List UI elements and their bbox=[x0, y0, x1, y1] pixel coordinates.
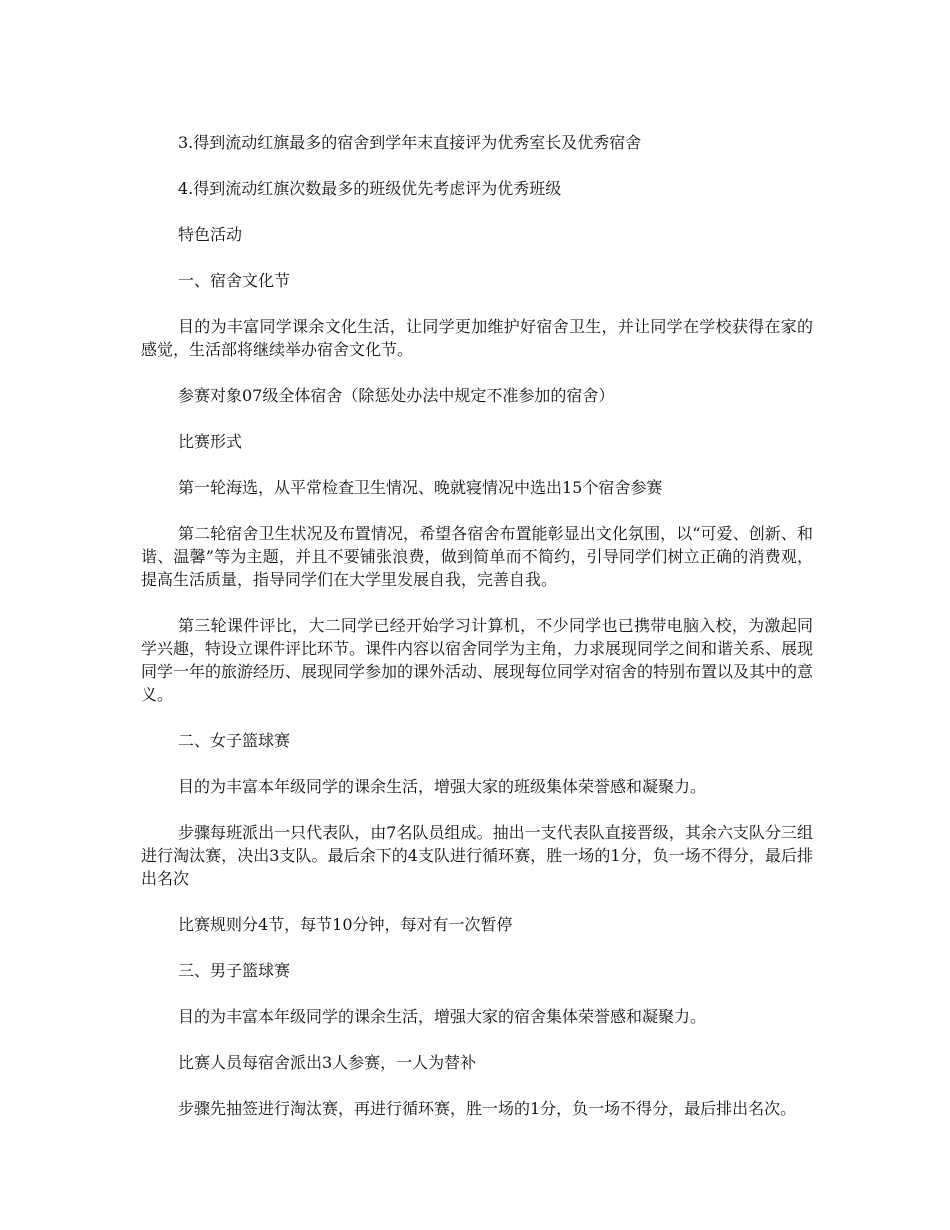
paragraph-mens-steps: 步骤先抽签进行淘汰赛，再进行循环赛，胜一场的1分，负一场不得分，最后排出名次。 bbox=[178, 1099, 797, 1118]
paragraph-womens-steps: 步骤每班派出一只代表队，由7名队员组成。抽出一支代表队直接晋级，其余六支队分三组进行淘汰赛，决出3支队。最后余下的4支队进行循环赛，胜一场的1分，负一场不得分，最后排出名次 bbox=[141, 823, 813, 888]
paragraph-rule-3: 3.得到流动红旗最多的宿舍到学年末直接评为优秀室长及优秀宿舍 bbox=[178, 133, 642, 152]
heading-mens-basketball: 三、男子篮球赛 bbox=[178, 961, 291, 980]
paragraph-womens-purpose: 目的为丰富本年级同学的课余生活，增强大家的班级集体荣誉感和凝聚力。 bbox=[178, 777, 707, 796]
paragraph-round-two: 第二轮宿舍卫生状况及布置情况，希望各宿舍布置能彰显出文化氛围，以“可爱、创新、和谐、温馨”等为主题，并且不要铺张浪费，做到简单而不简约，引导同学们树立正确的消费观，提高生活质量，指导同学们在大学里发展自我，完善自我。 bbox=[141, 524, 813, 589]
paragraph-round-three: 第三轮课件评比，大二同学已经开始学习计算机，不少同学也已携带电脑入校，为激起同学兴趣，特设立课件评比环节。课件内容以宿舍同学为主角，力求展现同学之间和谐关系、展现同学一年的旅游经历、展现同学参加的课外活动、展现每位同学对宿舍的特别布置以及其中的意义。 bbox=[141, 616, 814, 704]
paragraph-participants: 参赛对象07级全体宿舍（除惩处办法中规定不准参加的宿舍） bbox=[178, 386, 615, 405]
paragraph-competition-format: 比赛形式 bbox=[178, 432, 243, 451]
heading-dorm-culture-festival: 一、宿舍文化节 bbox=[178, 271, 291, 290]
paragraph-round-one: 第一轮海选，从平常检查卫生情况、晚就寝情况中选出15个宿舍参赛 bbox=[178, 478, 663, 497]
paragraph-mens-purpose: 目的为丰富本年级同学的课余生活，增强大家的宿舍集体荣誉感和凝聚力。 bbox=[178, 1007, 707, 1026]
document-body bbox=[141, 131, 813, 1143]
paragraph-mens-participants: 比赛人员每宿舍派出3人参赛，一人为替补 bbox=[178, 1053, 477, 1072]
section-heading-featured-activities: 特色活动 bbox=[178, 225, 243, 244]
heading-womens-basketball: 二、女子篮球赛 bbox=[178, 731, 291, 750]
paragraph-festival-purpose: 目的为丰富同学课余文化生活，让同学更加维护好宿舍卫生，并让同学在学校获得在家的感觉，生活部将继续举办宿舍文化节。 bbox=[141, 317, 813, 359]
paragraph-womens-rules: 比赛规则分4节，每节10分钟，每对有一次暂停 bbox=[178, 915, 513, 934]
paragraph-rule-4: 4.得到流动红旗次数最多的班级优先考虑评为优秀班级 bbox=[178, 179, 562, 198]
